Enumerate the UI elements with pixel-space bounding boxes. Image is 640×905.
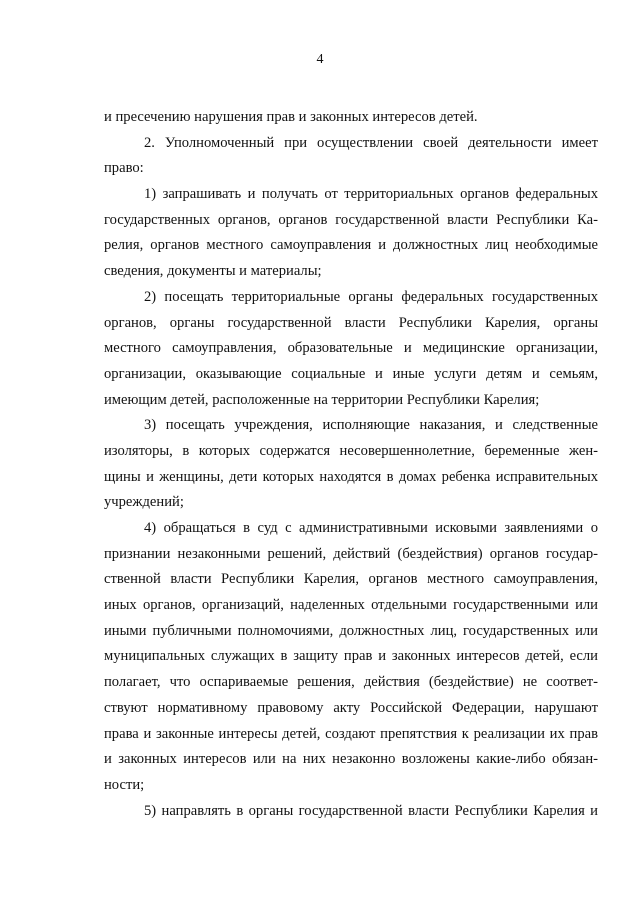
page-number: 4 <box>316 52 324 67</box>
item-1-line: 1) запрашивать и получать от территориальных органов федеральных <box>144 186 598 203</box>
text-line: релия, органов местного самоуправления и должностных лиц необходимые <box>104 237 598 254</box>
item-4-line: 4) обращаться в суд с административными исковыми заявлениями о <box>144 520 598 536</box>
text-line: полагает, что оспариваемые решения, действия (бездействие) не соответ- <box>104 674 598 691</box>
text-line: ственной власти Республики Карелия, органов местного самоуправления, <box>104 571 598 588</box>
text-line: изоляторы, в которых содержатся несовершеннолетние, беременные жен- <box>104 442 598 459</box>
text-line: иными публичными полномочиями, должностных лиц, государственных или <box>104 622 598 639</box>
item-2-line: 2) посещать территориальные органы федеральных государственных <box>144 288 598 305</box>
text-line: государственных органов, органов государственной власти Республики Ка- <box>104 211 598 228</box>
text-line: ности; <box>104 776 145 793</box>
text-line: организации, оказывающие социальные и иные услуги детям и семьям, <box>104 365 598 382</box>
text-line: местного самоуправления, образовательные и медицинские организации, <box>104 340 598 357</box>
item-5-line: 5) направлять в органы государственной власти Республики Карелия и <box>144 802 598 819</box>
paragraph-2-heading-line: 2. Уполномоченный при осуществлении своей деятельности имеет <box>144 134 598 151</box>
text-line: щины и женщины, дети которых находятся в домах ребенка исправительных <box>104 468 598 485</box>
item-3-line: 3) посещать учреждения, исполняющие наказания, и следственные <box>144 417 598 434</box>
body-text <box>104 105 598 824</box>
text-line: ствуют нормативному правовому акту Российской Федерации, нарушают <box>104 699 598 716</box>
text-line: учреждений; <box>104 494 184 511</box>
text-line: муниципальных служащих в защиту прав и законных интересов детей, если <box>104 648 598 665</box>
text-line: сведения, документы и материалы; <box>104 263 322 280</box>
text-line: иных органов, организаций, наделенных отдельными государственными или <box>104 597 598 614</box>
text-line: органов, органы государственной власти Республики Карелия, органы <box>104 314 598 331</box>
text-line: и законных интересов или на них незаконно возложены какие-либо обязан- <box>104 751 598 768</box>
text-line: признании незаконными решений, действий (бездействия) органов государ- <box>104 545 598 562</box>
text-line: имеющим детей, расположенные на территории Республики Карелия; <box>104 391 540 408</box>
text-line: право: <box>104 160 144 177</box>
text-line: и пресечению нарушения прав и законных интересов детей. <box>104 109 478 125</box>
text-line: права и законные интересы детей, создают препятствия к реализации их прав <box>104 725 598 742</box>
